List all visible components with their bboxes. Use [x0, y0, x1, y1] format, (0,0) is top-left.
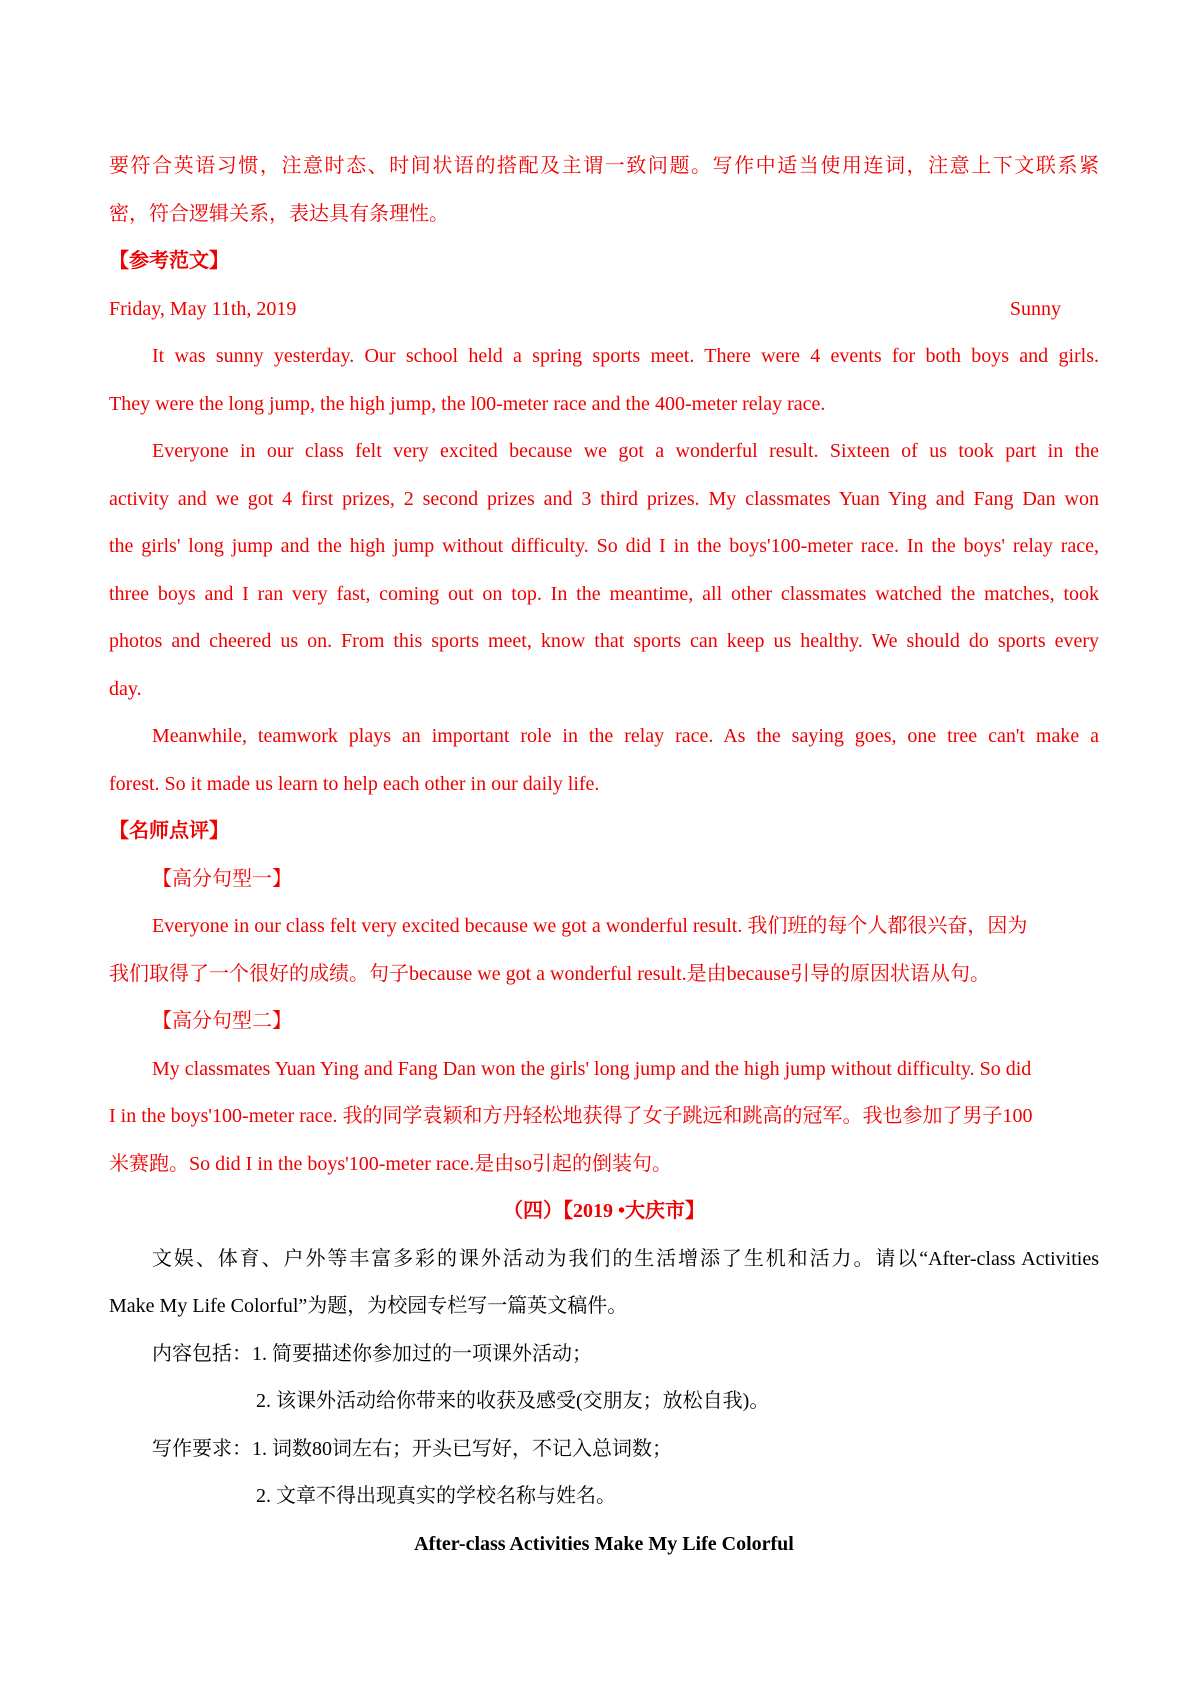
essay-p2-line-6: day.: [109, 677, 142, 700]
essay-p1-line-2: They were the long jump, the high jump, the l00-meter race and the 400-meter relay race.: [109, 392, 826, 415]
pattern2-label: 【高分句型二】: [152, 1010, 292, 1032]
pattern2-line-2: I in the boys'100-meter race. 我的同学袁颖和方丹轻松地获得了女子跳远和跳高的冠军。我也参加了男子100: [109, 1105, 1033, 1127]
diary-date: Friday, May 11th, 2019: [109, 297, 297, 320]
requirement-item-1: 1. 词数80词左右；开头已写好，不记入总词数；: [252, 1437, 672, 1460]
essay-p2-line-1: Everyone in our class felt very excited because we got a wonderful result. Sixteen of us took part in the: [152, 440, 1099, 462]
pattern1-label: 【高分句型一】: [152, 867, 292, 890]
essay-p2-line-3: the girls' long jump and the high jump without difficulty. So did I in the boys'100-meter race. In the boys' relay race,: [109, 535, 1099, 557]
essay-p1-line-1: It was sunny yesterday. Our school held a spring sports meet. There were 4 events for both boys and girls.: [152, 345, 1099, 367]
diary-header: [109, 286, 1099, 334]
essay-p3-line-1: Meanwhile, teamwork plays an important role in the relay race. As the saying goes, one tree can't make a: [152, 725, 1099, 747]
requirement-row-1: [109, 1426, 1099, 1474]
essay-p2-line-5: photos and cheered us on. From this sports meet, know that sports can keep us healthy. We should do sports every: [109, 630, 1099, 652]
task-number: （四）【2019 •大庆市】: [502, 1200, 705, 1222]
comment-heading: 【名师点评】: [109, 820, 229, 842]
pattern2-line-1: My classmates Yuan Ying and Fang Dan won the girls' long jump and the high jump without difficulty. So did: [152, 1057, 1032, 1080]
content-item-1: 1. 简要描述你参加过的一项课外活动；: [252, 1342, 592, 1365]
essay-p3-line-2: forest. So it made us learn to help each other in our daily life.: [109, 772, 600, 795]
pattern1-line-1: Everyone in our class felt very excited because we got a wonderful result. 我们班的每个人都很兴奋，因为: [152, 915, 1028, 937]
content-label: 内容包括：: [152, 1342, 252, 1365]
essay-p2-line-2: activity and we got 4 first prizes, 2 second prizes and 3 third prizes. My classmates Yuan Ying and Fang Dan won: [109, 487, 1099, 510]
essay-p2-line-4: three boys and I ran very fast, coming out on top. In the meantime, all other classmates watched the matches, took: [109, 582, 1099, 605]
content-item-2: 2. 该课外活动给你带来的收获及感受(交朋友；放松自我)。: [256, 1390, 770, 1412]
intro-line-2: 密，符合逻辑关系，表达具有条理性。: [109, 202, 449, 225]
task-prompt-line-1: 文娱、体育、户外等丰富多彩的课外活动为我们的生活增添了生机和活力。请以“After-class Activities: [152, 1247, 1099, 1270]
content-row-1: [109, 1331, 1099, 1379]
task-prompt-line-2: Make My Life Colorful”为题，为校园专栏写一篇英文稿件。: [109, 1295, 628, 1317]
requirement-item-2: 2. 文章不得出现真实的学校名称与姓名。: [256, 1485, 616, 1507]
diary-weather: Sunny: [1009, 297, 1061, 320]
essay-title: After-class Activities Make My Life Colorful: [414, 1532, 794, 1555]
reference-heading: 【参考范文】: [109, 250, 229, 272]
intro-line-1: 要符合英语习惯，注意时态、时间状语的搭配及主谓一致问题。写作中适当使用连词，注意上下文联系紧: [109, 155, 1099, 177]
pattern1-line-2: 我们取得了一个很好的成绩。句子because we got a wonderful result.是由because引导的原因状语从句。: [109, 962, 990, 985]
requirement-label: 写作要求：: [152, 1437, 252, 1460]
pattern2-line-3: 米赛跑。So did I in the boys'100-meter race.是由so引起的倒装句。: [109, 1152, 672, 1175]
document-page: [109, 143, 1099, 1568]
